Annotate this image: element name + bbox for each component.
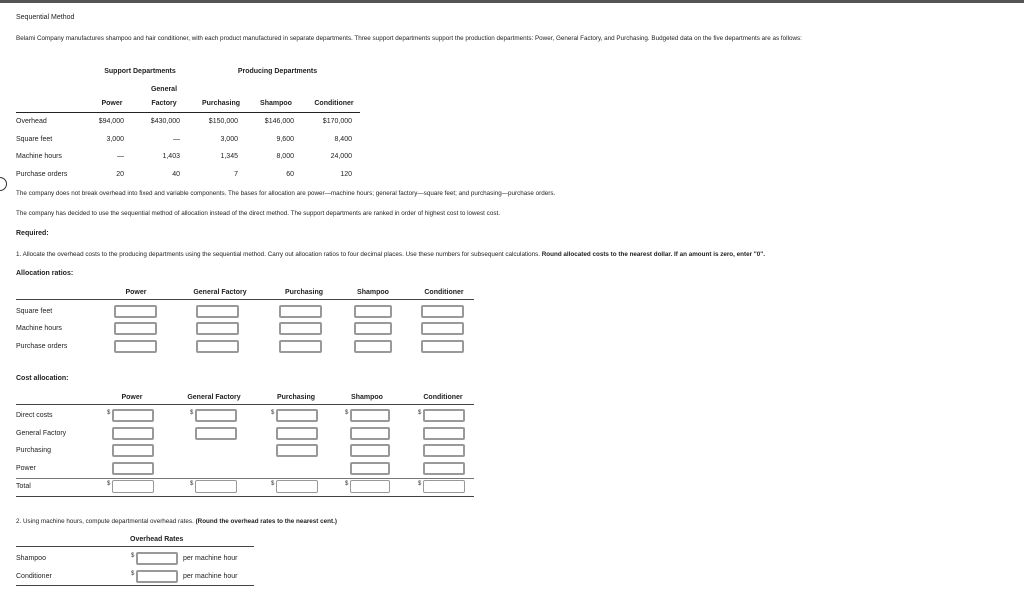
rate-input-shampoo[interactable] — [136, 552, 178, 565]
dollar-sign: $ — [271, 410, 275, 416]
required-heading: Required: — [16, 230, 49, 237]
ratio-input-mh-purchasing[interactable] — [279, 322, 322, 335]
cost-input-purchasing-power[interactable] — [112, 444, 154, 457]
col-power: Power — [101, 100, 123, 107]
cost-input-direct-general-factory[interactable] — [195, 409, 237, 422]
cost-col-power: Power — [121, 394, 143, 401]
cost-input-power-power[interactable] — [112, 462, 154, 475]
ratio-row-label: Square feet — [16, 308, 53, 315]
cost-col-shampoo: Shampoo — [351, 394, 383, 401]
cost-row-label: Purchasing — [16, 447, 52, 454]
cost-input-direct-conditioner[interactable] — [423, 409, 465, 422]
group-support-header: Support Departments — [104, 68, 176, 75]
cost-input-direct-power[interactable] — [112, 409, 154, 422]
dollar-sign: $ — [107, 481, 111, 487]
ratio-input-mh-general-factory[interactable] — [196, 322, 239, 335]
cost-row-label: Power — [16, 465, 36, 472]
cost-input-purchasing-shampoo[interactable] — [350, 444, 390, 457]
ratio-input-po-shampoo[interactable] — [354, 340, 392, 353]
question-1: 1. Allocate the overhead costs to the producing departments using the sequential method. Carry out allocation ratios to four decimal places. Use these numbers for subsequent calculations. Round allocated costs to the nearest dollar. If an amount is zero, enter "0". — [16, 251, 766, 258]
col-purchasing: Purchasing — [201, 100, 241, 107]
margin-marker — [0, 177, 7, 191]
rates-header-rule — [16, 546, 254, 547]
allocation-ratios-heading: Allocation ratios: — [16, 270, 74, 277]
ratio-col-shampoo: Shampoo — [357, 289, 389, 296]
cost-input-gf-shampoo[interactable] — [350, 427, 390, 440]
cost-input-power-shampoo[interactable] — [350, 462, 390, 475]
ratio-row-label: Purchase orders — [16, 343, 68, 350]
cost-input-purchasing-conditioner[interactable] — [423, 444, 465, 457]
cost-input-purchasing-purchasing[interactable] — [276, 444, 318, 457]
ratio-input-mh-shampoo[interactable] — [354, 322, 392, 335]
col-general-bottom: Factory — [151, 100, 177, 107]
cost-input-gf-general-factory[interactable] — [195, 427, 237, 440]
dollar-sign: $ — [107, 410, 111, 416]
cost-row-label: General Factory — [16, 430, 67, 437]
ratio-input-po-conditioner[interactable] — [421, 340, 464, 353]
cost-input-total-general-factory[interactable] — [195, 480, 237, 493]
overhead-rates-heading: Overhead Rates — [130, 536, 184, 543]
cost-col-purchasing: Purchasing — [276, 394, 316, 401]
cost-input-direct-shampoo[interactable] — [350, 409, 390, 422]
cost-input-power-conditioner[interactable] — [423, 462, 465, 475]
dollar-sign: $ — [271, 481, 275, 487]
dollar-sign: $ — [190, 481, 194, 487]
cost-input-gf-conditioner[interactable] — [423, 427, 465, 440]
total-rule — [16, 478, 474, 479]
cost-allocation-heading: Cost allocation: — [16, 375, 69, 382]
rate-row-label: Conditioner — [16, 573, 52, 580]
ratio-input-sqft-general-factory[interactable] — [196, 305, 239, 318]
dollar-sign: $ — [345, 410, 349, 416]
cost-col-conditioner: Conditioner — [423, 394, 463, 401]
ratio-row-label: Machine hours — [16, 325, 62, 332]
dollar-sign: $ — [345, 481, 349, 487]
cost-input-gf-purchasing[interactable] — [276, 427, 318, 440]
rate-unit: per machine hour — [183, 555, 238, 562]
ratio-header-rule — [16, 299, 474, 300]
rate-input-conditioner[interactable] — [136, 570, 178, 583]
question-2: 2. Using machine hours, compute departmental overhead rates. (Round the overhead rates to the nearest cent.) — [16, 518, 337, 525]
ratio-input-po-power[interactable] — [114, 340, 157, 353]
ratio-col-conditioner: Conditioner — [424, 289, 464, 296]
ratio-input-po-purchasing[interactable] — [279, 340, 322, 353]
note-allocation-bases: The company does not break overhead into fixed and variable components. The bases for allocation are power—machine hours; general factory—square feet; and purchasing—purchase orders. — [16, 190, 556, 197]
ratio-col-power: Power — [125, 289, 147, 296]
ratio-input-mh-power[interactable] — [114, 322, 157, 335]
cost-bottom-rule — [16, 496, 474, 497]
top-bar — [0, 0, 1024, 3]
ratio-input-po-general-factory[interactable] — [196, 340, 239, 353]
rate-row-label: Shampoo — [16, 555, 46, 562]
cost-row-label: Total — [16, 483, 31, 490]
ratio-input-mh-conditioner[interactable] — [421, 322, 464, 335]
col-conditioner: Conditioner — [314, 100, 354, 107]
cost-input-gf-power[interactable] — [112, 427, 154, 440]
ratio-input-sqft-shampoo[interactable] — [354, 305, 392, 318]
cost-row-label: Direct costs — [16, 412, 53, 419]
dollar-sign: $ — [418, 481, 422, 487]
page-title: Sequential Method — [16, 14, 75, 21]
ratio-input-sqft-power[interactable] — [114, 305, 157, 318]
intro-text: Belami Company manufactures shampoo and hair conditioner, with each product manufactured in separate departments. Three support departments support the production departments: Power, General Factory, and Purchasing. Budgeted data on the five departments are as follows: — [16, 35, 802, 42]
cost-input-direct-purchasing[interactable] — [276, 409, 318, 422]
note-sequential-method: The company has decided to use the sequential method of allocation instead of the direct method. The support departments are ranked in order of highest cost to lowest cost. — [16, 210, 500, 217]
ratio-input-sqft-conditioner[interactable] — [421, 305, 464, 318]
ratio-col-general-factory: General Factory — [193, 289, 247, 296]
group-producing-header: Producing Departments — [237, 68, 318, 75]
dollar-sign: $ — [190, 410, 194, 416]
cost-input-total-power[interactable] — [112, 480, 154, 493]
ratio-input-sqft-purchasing[interactable] — [279, 305, 322, 318]
cost-header-rule — [16, 404, 474, 405]
dollar-sign: $ — [131, 571, 135, 577]
col-general-top: General — [150, 86, 178, 93]
col-shampoo: Shampoo — [260, 100, 292, 107]
table-header-rule — [16, 112, 360, 113]
rates-bottom-rule — [16, 585, 254, 586]
rate-unit: per machine hour — [183, 573, 238, 580]
dollar-sign: $ — [418, 410, 422, 416]
ratio-col-purchasing: Purchasing — [284, 289, 324, 296]
cost-input-total-shampoo[interactable] — [350, 480, 390, 493]
cost-input-total-conditioner[interactable] — [423, 480, 465, 493]
dollar-sign: $ — [131, 553, 135, 559]
cost-input-total-purchasing[interactable] — [276, 480, 318, 493]
cost-col-general-factory: General Factory — [187, 394, 241, 401]
